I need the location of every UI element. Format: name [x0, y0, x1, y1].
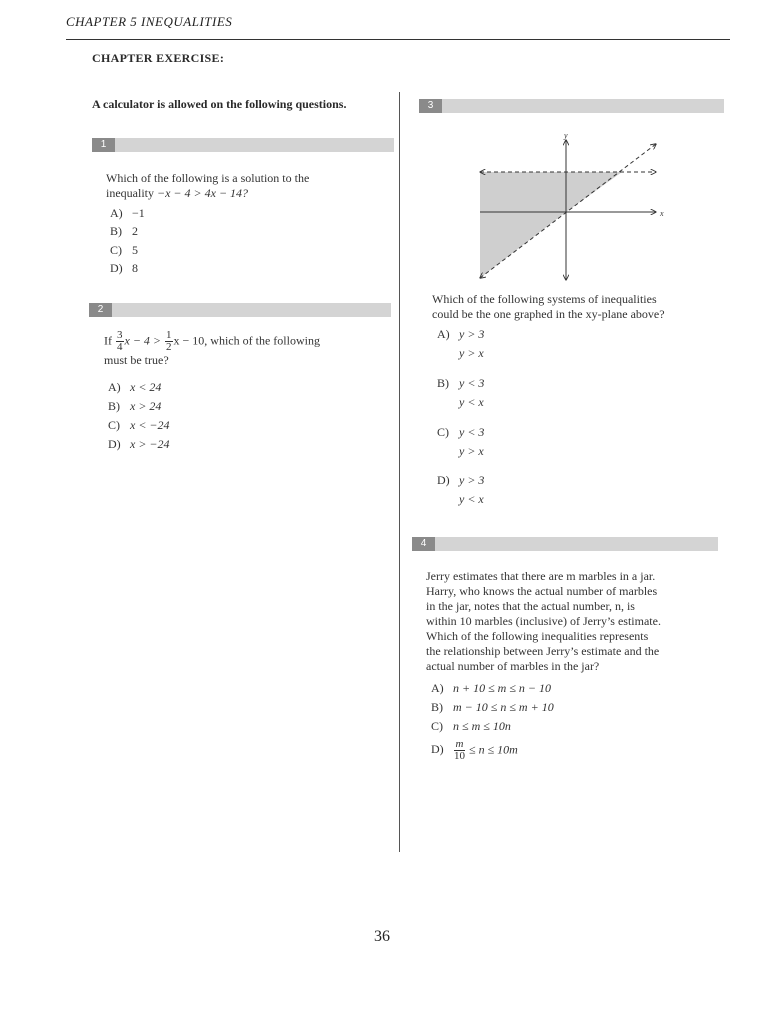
option-letter: C): [110, 243, 122, 257]
question-4-stem-line: Which of the following inequalities represents: [426, 629, 649, 643]
question-4-option-d[interactable]: [431, 739, 518, 762]
option-text: n + 10 ≤ m ≤ n − 10: [453, 681, 552, 695]
question-3-bar: [419, 99, 724, 113]
option-line2: y < x: [459, 395, 484, 409]
question-1-stem-line1: Which of the following is a solution to the: [106, 171, 310, 185]
option-letter: D): [437, 473, 450, 487]
question-1-option-d[interactable]: [110, 261, 138, 276]
question-1-stem: [106, 171, 386, 201]
question-3-option-b[interactable]: [437, 376, 484, 410]
option-line1: y > 3: [459, 327, 485, 341]
question-3-graph: [470, 128, 670, 288]
option-line1: y < 3: [459, 425, 485, 439]
option-letter: A): [110, 206, 123, 220]
question-4-stem-line: the relationship between Jerry’s estimate and the: [426, 644, 660, 658]
question-4-option-c[interactable]: [431, 719, 511, 734]
option-text: ≤ n ≤ 10m: [469, 742, 518, 757]
option-letter: B): [437, 376, 449, 390]
question-2-number: 2: [89, 303, 112, 317]
column-divider: [399, 92, 400, 852]
question-4-option-a[interactable]: [431, 681, 551, 696]
question-2-option-a[interactable]: [108, 380, 161, 395]
question-4-bar: [412, 537, 718, 551]
question-2-option-d[interactable]: [108, 437, 170, 452]
question-1-option-c[interactable]: [110, 243, 138, 258]
question-2-bar: [89, 303, 391, 317]
section-title: CHAPTER EXERCISE:: [92, 51, 225, 65]
question-1-inequality: −x − 4 > 4x − 14?: [157, 186, 249, 200]
question-1-number: 1: [92, 138, 115, 152]
question-2-if: If: [104, 333, 112, 348]
x-axis-label: x: [660, 209, 664, 218]
option-text: x < −24: [130, 418, 170, 432]
page-number: 36: [374, 928, 390, 945]
option-letter: D): [110, 261, 123, 275]
question-2-stem-line2: must be true?: [104, 353, 169, 367]
option-text: n ≤ m ≤ 10n: [453, 719, 511, 733]
option-text: x > −24: [130, 437, 170, 451]
option-line1: y < 3: [459, 376, 485, 390]
option-text: m − 10 ≤ n ≤ m + 10: [453, 700, 554, 714]
question-4-number: 4: [412, 537, 435, 551]
option-letter: C): [437, 425, 449, 439]
question-3-stem: [432, 292, 722, 322]
option-letter: D): [108, 437, 121, 451]
fraction-three-quarters: $\frac{3}{4}$: [117, 329, 123, 353]
question-3-stem-line2: could be the one graphed in the xy-plane above?: [432, 307, 665, 321]
question-2-stem: [104, 330, 394, 368]
question-2-stem-mid: x − 4 >: [124, 333, 162, 348]
running-head: CHAPTER 5 INEQUALITIES: [66, 14, 233, 29]
shaded-region: [480, 172, 622, 278]
question-4-stem-line: Harry, who knows the actual number of marbles: [426, 584, 658, 598]
option-text: 5: [132, 243, 138, 257]
question-4-stem-line: Jerry estimates that there are m marbles in a jar.: [426, 569, 656, 583]
option-letter: B): [110, 224, 122, 238]
question-1-option-a[interactable]: [110, 206, 145, 221]
header-rule: [66, 39, 730, 40]
option-text: 2: [132, 224, 138, 238]
fraction-m-over-10: $\frac{m}{10}$: [454, 738, 465, 762]
option-line1: y > 3: [459, 473, 485, 487]
y-axis-label: y: [564, 131, 568, 140]
question-2-option-c[interactable]: [108, 418, 170, 433]
option-letter: A): [108, 380, 121, 394]
question-3-stem-line1: Which of the following systems of inequalities: [432, 292, 657, 306]
option-letter: A): [431, 681, 444, 695]
option-text: x < 24: [130, 380, 162, 394]
question-1-stem-line2: inequality: [106, 186, 157, 200]
option-letter: A): [437, 327, 450, 341]
option-letter: D): [431, 742, 444, 757]
question-2-option-b[interactable]: [108, 399, 161, 414]
question-3-option-a[interactable]: [437, 327, 484, 361]
question-2-stem-end: x − 10, which of the following: [173, 333, 320, 348]
question-3-option-c[interactable]: [437, 425, 484, 459]
option-letter: B): [431, 700, 443, 714]
question-4-stem: [426, 569, 726, 674]
question-4-stem-line: actual number of marbles in the jar?: [426, 659, 600, 673]
question-4-option-b[interactable]: [431, 700, 554, 715]
fraction-one-half: $\frac{1}{2}$: [166, 329, 172, 353]
question-3-number: 3: [419, 99, 442, 113]
question-3-option-d[interactable]: [437, 473, 484, 507]
question-1-bar: [92, 138, 394, 152]
option-line2: y > x: [459, 444, 484, 458]
option-line2: y < x: [459, 492, 484, 506]
option-letter: B): [108, 399, 120, 413]
question-4-stem-line: in the jar, notes that the actual number, n, is: [426, 599, 635, 613]
option-line2: y > x: [459, 346, 484, 360]
option-letter: C): [431, 719, 443, 733]
question-1-option-b[interactable]: [110, 224, 138, 239]
option-text: 8: [132, 261, 138, 275]
option-text: x > 24: [130, 399, 162, 413]
option-text: −1: [132, 206, 145, 220]
option-letter: C): [108, 418, 120, 432]
calculator-note: A calculator is allowed on the following questions.: [92, 97, 347, 111]
question-4-stem-line: within 10 marbles (inclusive) of Jerry’s estimate.: [426, 614, 661, 628]
